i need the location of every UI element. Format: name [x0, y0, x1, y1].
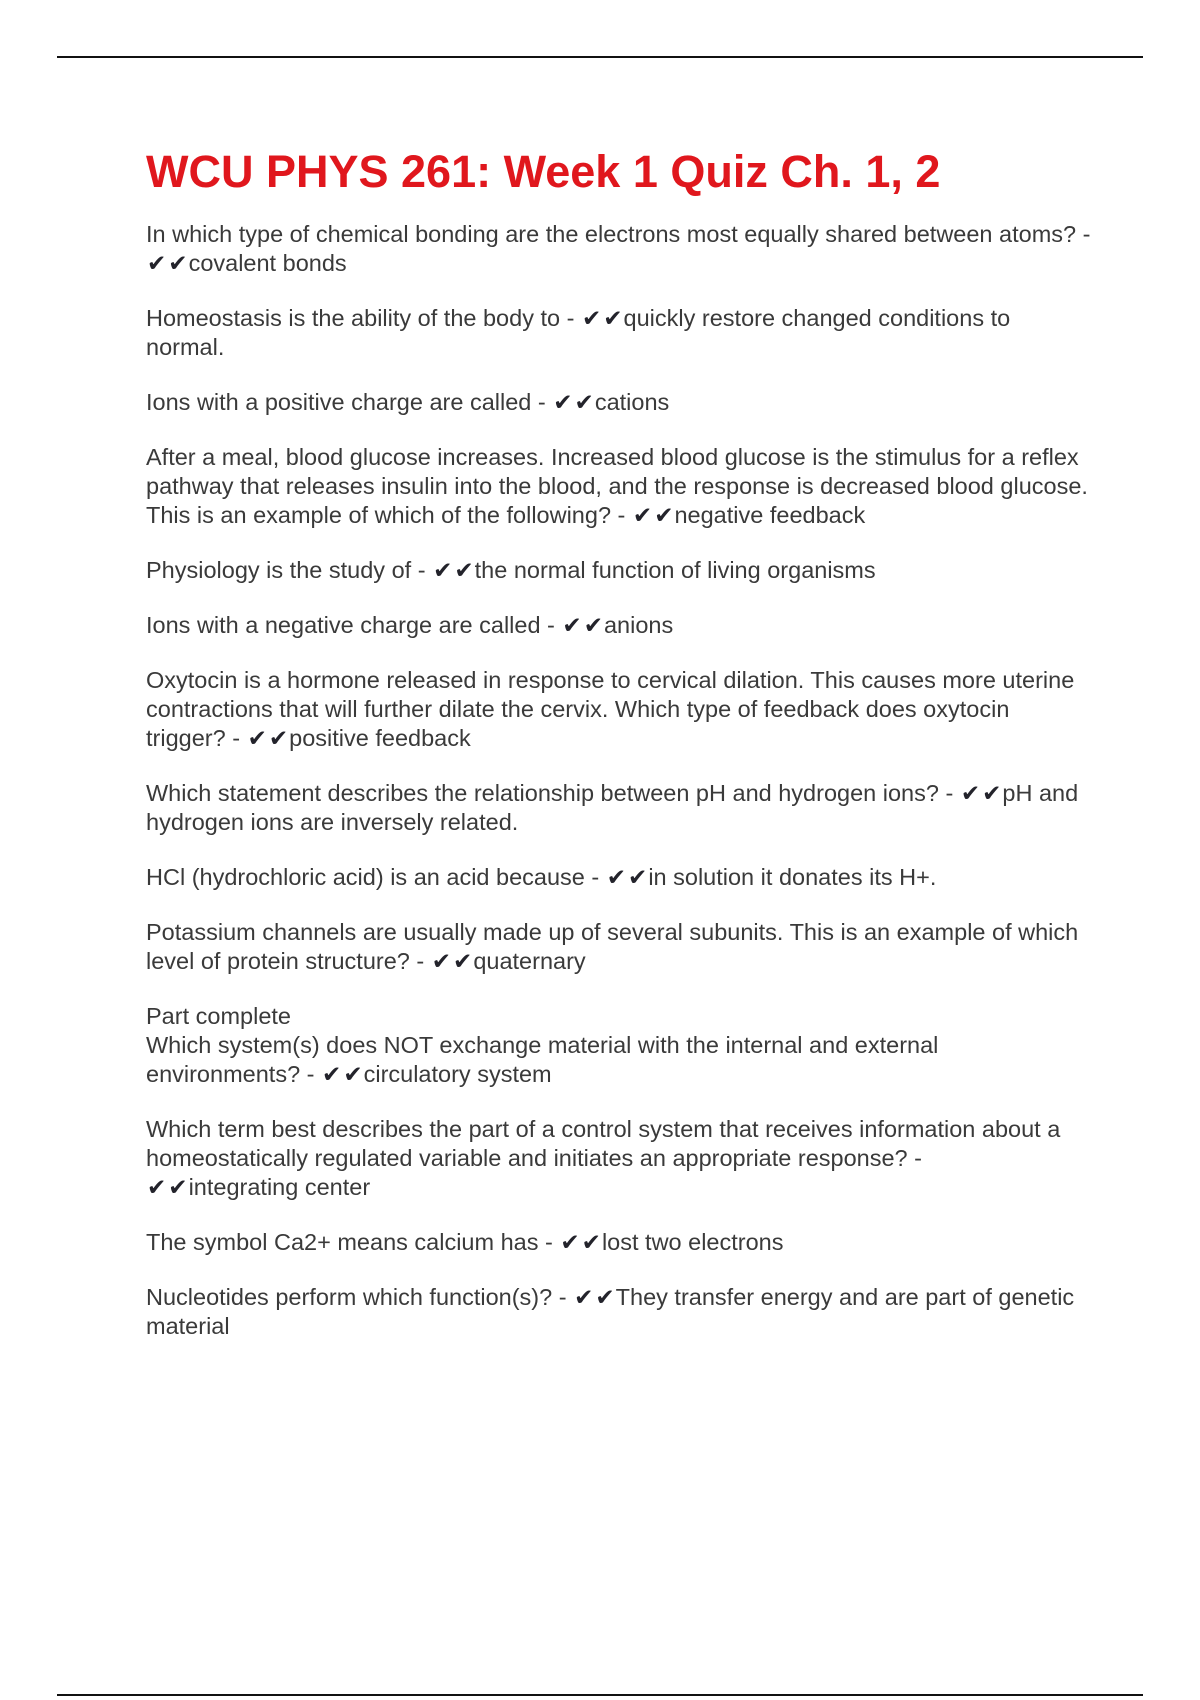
- check-icon: ✔: [654, 502, 674, 528]
- answer-text: in solution it donates its H+.: [648, 864, 937, 890]
- answer-text: anions: [603, 612, 674, 638]
- answer-text: pH and hydrogen ions are inversely related.: [146, 780, 1079, 835]
- qa-item: [146, 918, 1094, 976]
- question-text: Physiology is the study of -: [146, 557, 433, 583]
- check-icon: ✔: [453, 948, 473, 974]
- check-icon: ✔: [168, 1174, 188, 1200]
- answer-text: quaternary: [473, 948, 586, 974]
- document-title: WCU PHYS 261: Week 1 Quiz Ch. 1, 2: [146, 146, 941, 197]
- check-icon: ✔: [982, 780, 1002, 806]
- check-icon: ✔: [581, 1229, 601, 1255]
- qa-item: [146, 556, 1094, 585]
- answer-text: quickly restore changed conditions to normal.: [146, 305, 1011, 360]
- check-icon: ✔: [433, 557, 453, 583]
- qa-item: [146, 1228, 1094, 1257]
- answer-text: integrating center: [188, 1174, 371, 1200]
- qa-item: [146, 863, 1094, 892]
- answer-text: positive feedback: [289, 725, 471, 751]
- check-icon: ✔: [322, 1061, 342, 1087]
- top-rule: [57, 56, 1143, 58]
- check-icon: ✔: [560, 1229, 580, 1255]
- check-icon: ✔: [147, 250, 167, 276]
- answer-text: covalent bonds: [188, 250, 347, 276]
- check-icon: ✔: [168, 250, 188, 276]
- check-icon: ✔: [595, 1284, 615, 1310]
- check-icon: ✔: [960, 780, 981, 806]
- question-text: Which statement describes the relationship between pH and hydrogen ions? -: [146, 780, 960, 806]
- qa-item: [146, 1283, 1094, 1341]
- check-icon: ✔: [343, 1061, 363, 1087]
- document-body: [146, 144, 1094, 1367]
- qa-item: [146, 388, 1094, 417]
- answer-text: lost two electrons: [601, 1229, 784, 1255]
- check-icon: ✔: [581, 305, 602, 331]
- question-text: After a meal, blood glucose increases. Increased blood glucose is the stimulus for a reflex pathway that releases insulin into the blood, and the response is decreased blood glucose. This is an example of which of the following? -: [146, 444, 1088, 528]
- qa-item: [146, 611, 1094, 640]
- bottom-rule: [57, 1694, 1143, 1696]
- answer-text: negative feedback: [674, 502, 866, 528]
- part-complete-label: Part complete: [146, 1003, 291, 1029]
- check-icon: ✔: [454, 557, 474, 583]
- answer-text: They transfer energy and are part of genetic material: [146, 1284, 1075, 1339]
- qa-item: [146, 779, 1094, 837]
- question-text: Homeostasis is the ability of the body to -: [146, 305, 581, 331]
- answer-text: circulatory system: [363, 1061, 552, 1087]
- check-icon: ✔: [247, 725, 267, 751]
- question-text: Ions with a positive charge are called -: [146, 389, 553, 415]
- answer-text: the normal function of living organisms: [474, 557, 876, 583]
- check-icon: ✔: [431, 948, 452, 974]
- check-icon: ✔: [268, 725, 289, 751]
- check-icon: ✔: [603, 305, 623, 331]
- qa-item: [146, 666, 1094, 753]
- check-icon: ✔: [606, 864, 627, 890]
- check-icon: ✔: [583, 612, 603, 638]
- check-icon: ✔: [574, 1284, 594, 1310]
- question-text: In which type of chemical bonding are the electrons most equally shared between atoms? -: [146, 221, 1091, 247]
- check-icon: ✔: [553, 389, 573, 415]
- question-text: Which system(s) does NOT exchange material with the internal and external environments? -: [146, 1032, 939, 1087]
- question-text: Potassium channels are usually made up of several subunits. This is an example of which level of protein structure? -: [146, 919, 1079, 974]
- qa-item: [146, 443, 1094, 530]
- qa-item: [146, 220, 1094, 278]
- check-icon: ✔: [147, 1174, 167, 1200]
- qa-item: [146, 1002, 1094, 1089]
- answer-text: cations: [594, 389, 670, 415]
- qa-item: [146, 1115, 1094, 1202]
- check-icon: ✔: [632, 502, 653, 528]
- question-text: Nucleotides perform which function(s)? -: [146, 1284, 574, 1310]
- question-text: HCl (hydrochloric acid) is an acid because -: [146, 864, 606, 890]
- check-icon: ✔: [574, 389, 594, 415]
- check-icon: ✔: [628, 864, 648, 890]
- question-text: The symbol Ca2+ means calcium has -: [146, 1229, 560, 1255]
- question-text: Oxytocin is a hormone released in response to cervical dilation. This causes more uterine contractions that will further dilate the cervix. Which type of feedback does oxytocin trigger? -: [146, 667, 1075, 751]
- qa-item: [146, 304, 1094, 362]
- check-icon: ✔: [562, 612, 582, 638]
- question-text: Which term best describes the part of a control system that receives information about a homeostatically regulated variable and initiates an appropriate response? -: [146, 1116, 1061, 1171]
- question-text: Ions with a negative charge are called -: [146, 612, 562, 638]
